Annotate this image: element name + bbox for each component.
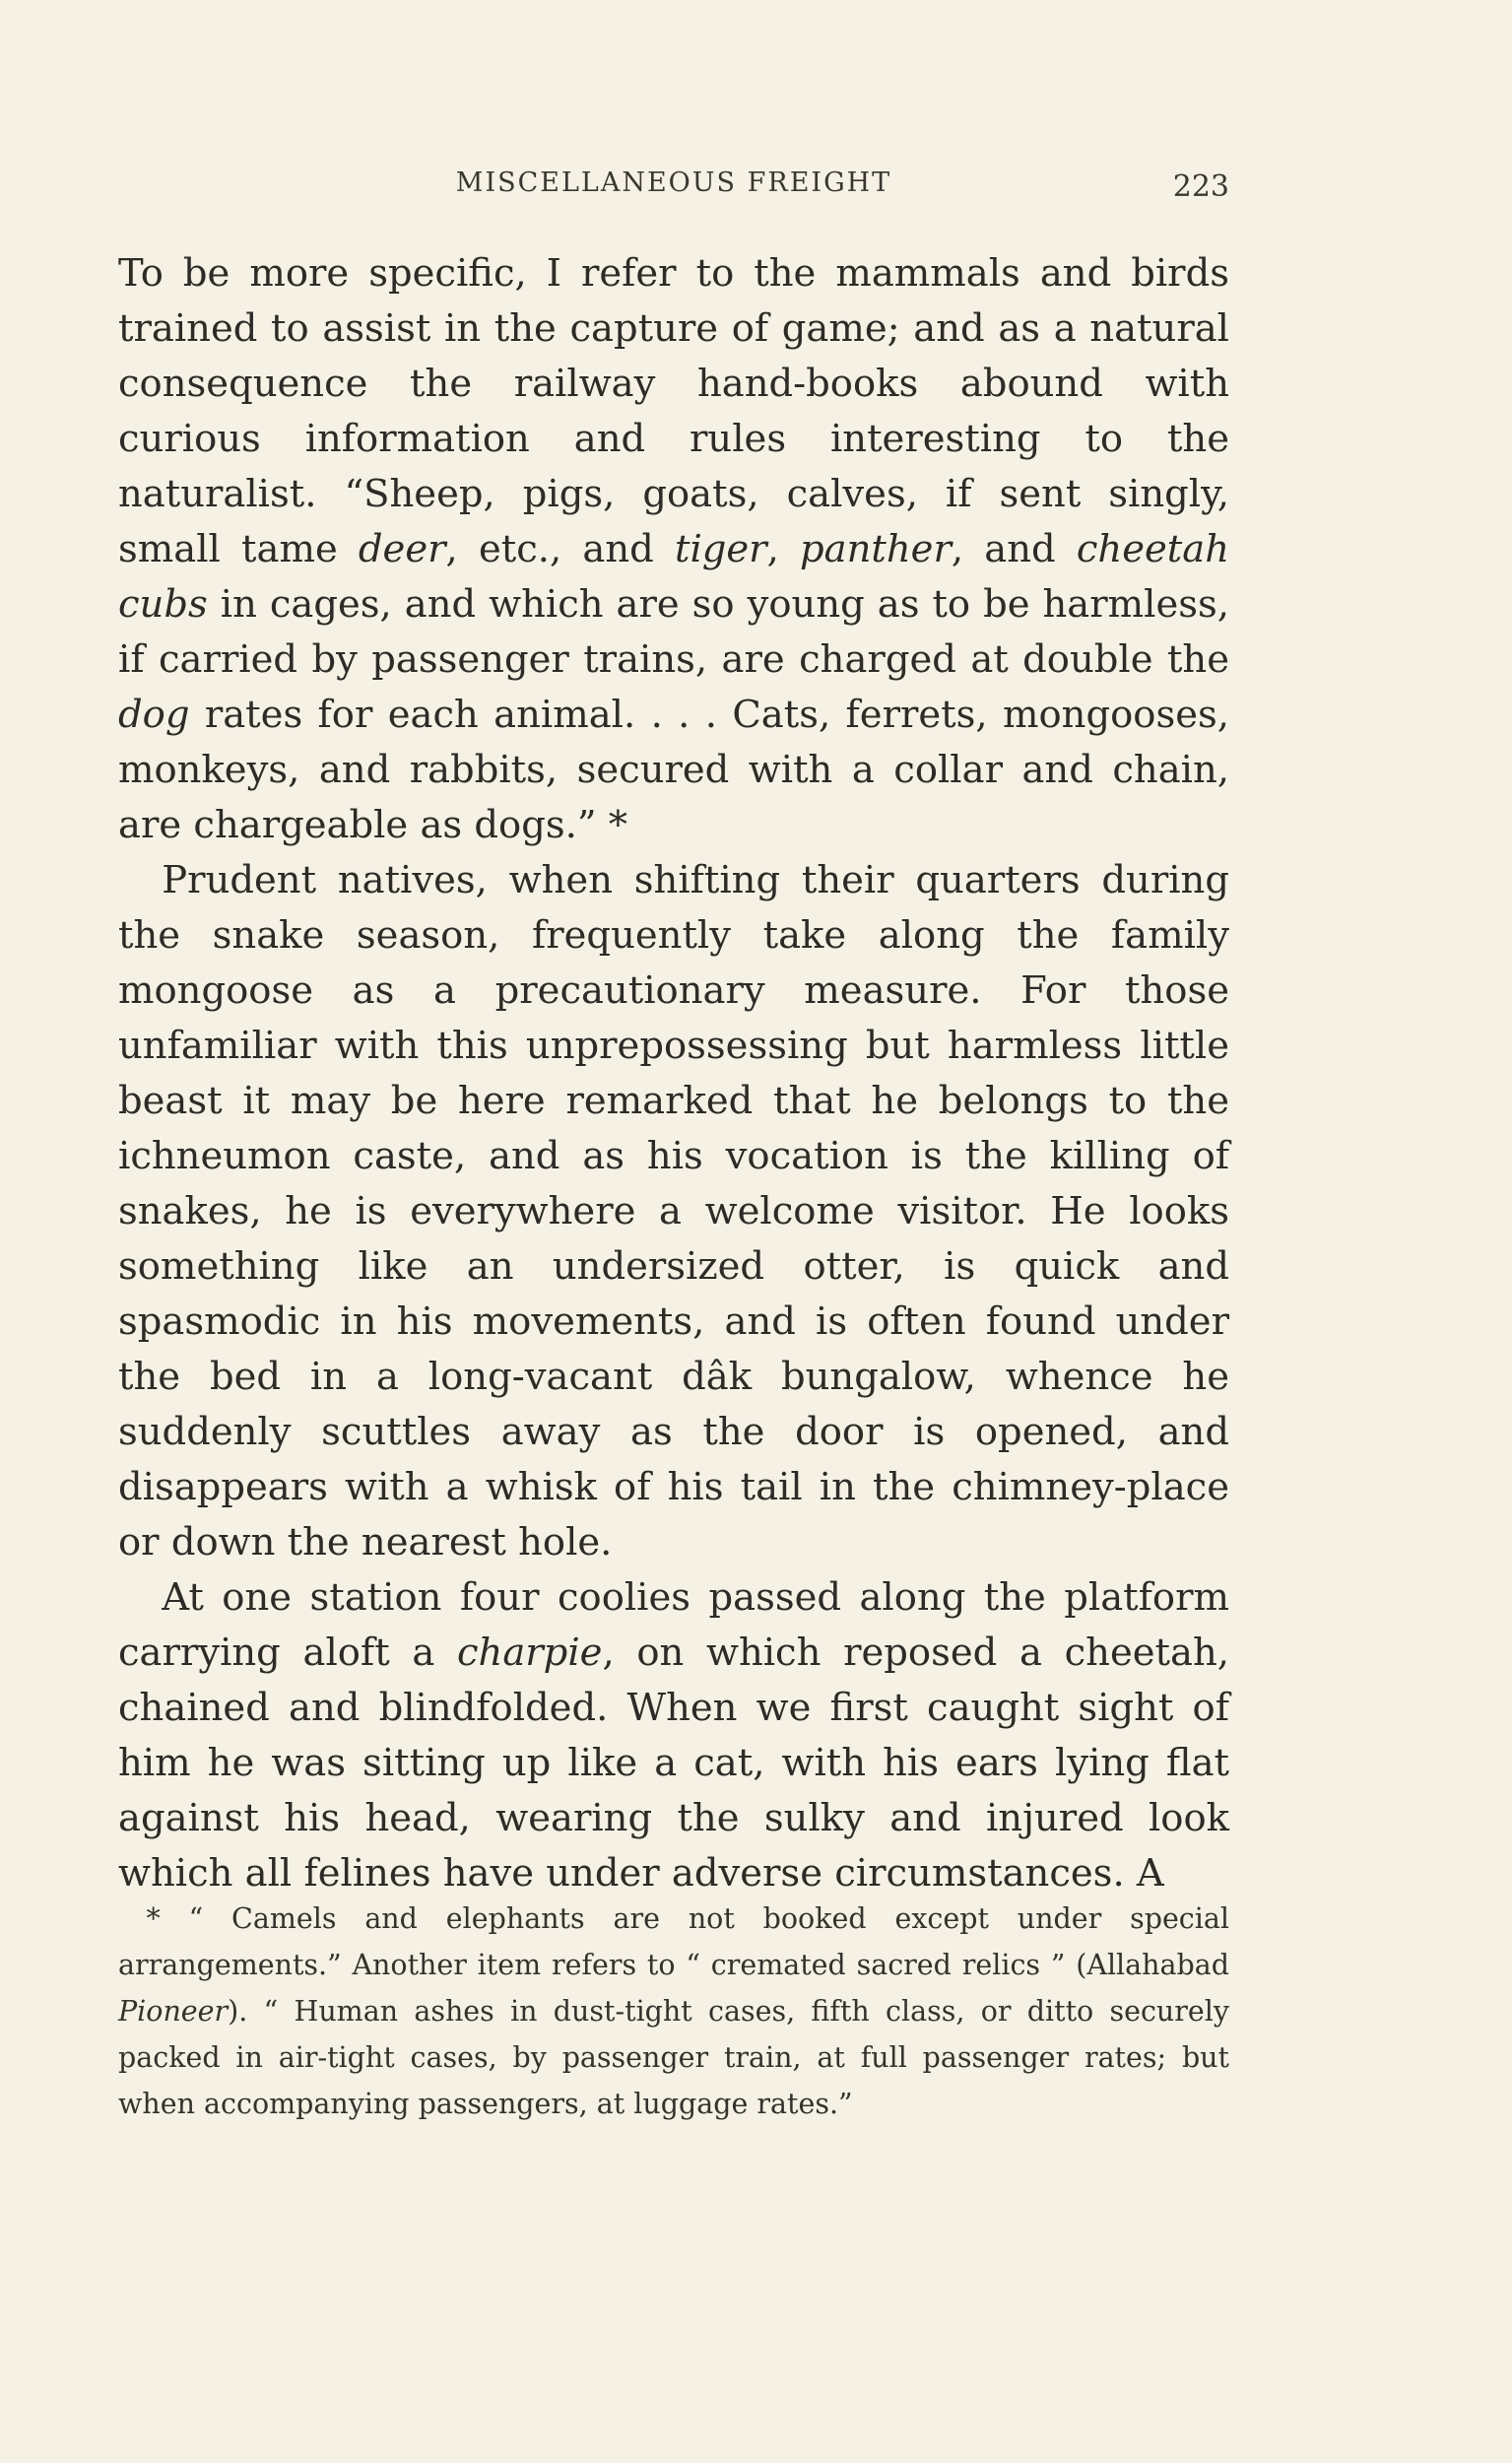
italic-charpie: charpie xyxy=(456,1631,603,1675)
paragraph-1-text-6: rates for each animal. . . . Cats, ferrets, mongooses, monkeys, and rabbits, secured with a collar and chain, are chargeable as dogs.” * xyxy=(118,693,1229,847)
italic-deer: deer xyxy=(358,527,446,571)
footnote-text-2: ). “ Human ashes in dust-tight cases, fifth class, or ditto securely packed in air-tight cases, by passenger train, at full passenger rates; but when accompanying passengers, at luggage rates.” xyxy=(118,1995,1229,2120)
paragraph-1-text-3: , xyxy=(766,527,801,571)
paragraph-3-text-1: At one station four coolies passed along the platform carrying aloft a xyxy=(118,1575,1229,1675)
body-text xyxy=(118,246,1229,1901)
paragraph-1 xyxy=(118,246,1229,853)
paragraph-1-text-4: , and xyxy=(951,527,1077,571)
footnote-text xyxy=(118,1896,1229,2127)
page-header xyxy=(118,167,1229,207)
italic-pioneer: Pioneer xyxy=(118,1995,229,2028)
italic-tiger: tiger xyxy=(674,527,767,571)
footnote xyxy=(118,1896,1229,2127)
italic-panther: panther xyxy=(800,527,952,571)
italic-dog: dog xyxy=(118,693,190,737)
paragraph-1-text-5: in cages, and which are so young as to be harmless, if carried by passenger trains, are charged at double the xyxy=(118,582,1229,682)
page-number: 223 xyxy=(1172,169,1229,204)
paragraph-1-text-1: To be more specific, I refer to the mammals and birds trained to assist in the capture of game; and as a natural consequence the railway hand-books abound with curious information and rules interesting to the naturalist. “Sheep, pigs, goats, calves, if sent singly, small tame xyxy=(118,251,1229,571)
paragraph-2: Prudent natives, when shifting their quarters during the snake season, frequently take along the family mongoose as a precautionary measure. For those unfamiliar with this unprepossessing but harmless little beast it may be here remarked that he belongs to the ichneumon caste, and as his vocation is the killing of snakes, he is everywhere a welcome visitor. He looks something like an undersized otter, is quick and spasmodic in his movements, and is often found under the bed in a long-vacant dâk bungalow, whence he suddenly scuttles away as the door is opened, and disappears with a whisk of his tail in the chimney-place or down the nearest hole. xyxy=(118,858,1229,1564)
running-head: MISCELLANEOUS FREIGHT xyxy=(455,167,892,198)
footnote-text-1: * “ Camels and elephants are not booked except under special arrangements.” Another item refers to “ cremated sacred relics ” (Allahabad xyxy=(118,1902,1229,1981)
paragraph-1-text-2: , etc., and xyxy=(445,527,675,571)
italic-cheetah-cubs: cheetah cubs xyxy=(118,527,1230,627)
paragraph-3-text-2: , on which reposed a cheetah, chained and blindfolded. When we first caught sight of him he was sitting up like a cat, with his ears lying flat against his head, wearing the sulky and injured look which all felines have under adverse circumstances. A xyxy=(118,1631,1229,1896)
paragraph-3 xyxy=(118,1570,1229,1901)
